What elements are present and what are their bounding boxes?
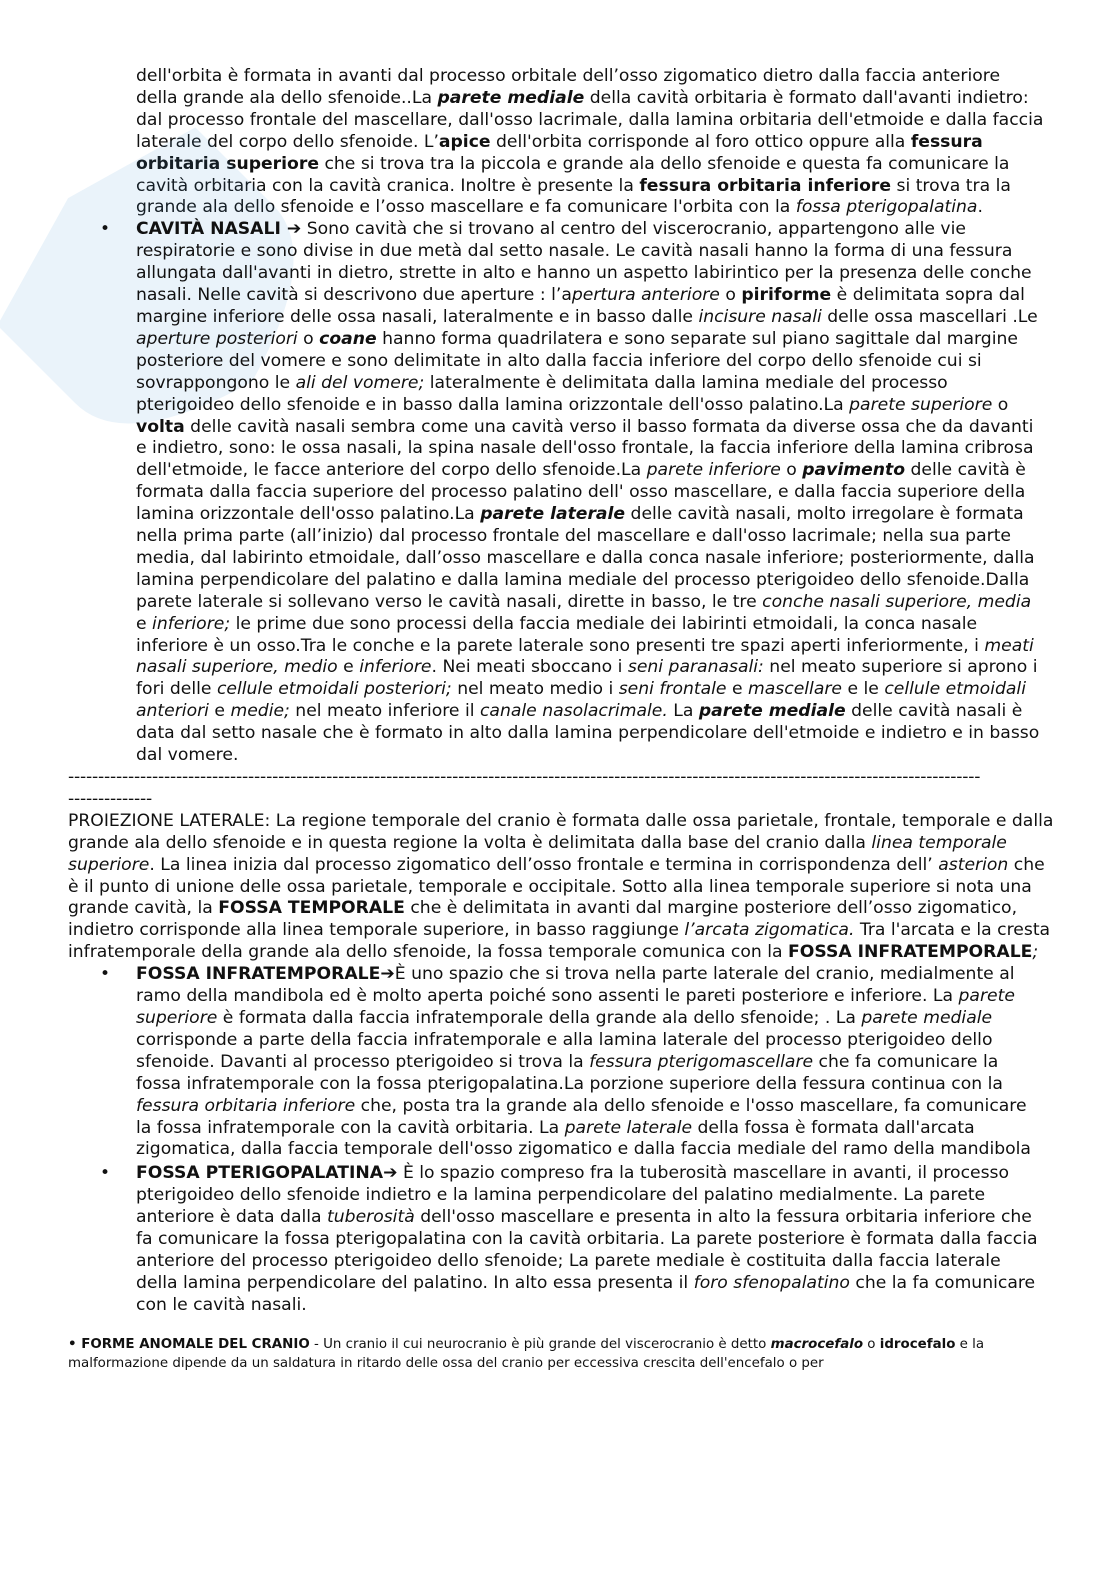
text-run: ; [1032,942,1039,963]
text-run: ➔ [383,1163,398,1184]
text-run: conche nasali superiore, media [762,591,1032,612]
bullet-icon: • [100,219,111,240]
text-run: corrisponde a parte della faccia infratemporale e alla lamina laterale del processo pterigoideo dello sfenoide. Davanti al processo pterigoideo si trova la [136,1029,993,1072]
text-run: delle cavità nasali è data dal setto nasale che è formato in alto dalla lamina perpendicolare dell'etmoide e indietro e in basso dal vomere. [136,701,1040,766]
text-run: fessura orbitaria superiore [136,131,983,174]
text-run: • FORME ANOMALE DEL CRANIO [68,1336,310,1352]
text-run: è delimitata sopra dal margine inferiore delle ossa nasali, lateralmente e in basso dalle [136,285,1025,327]
text-run: La [667,701,699,722]
text-run: coane [319,328,377,349]
text-run: nel meato medio i [451,679,619,700]
text-run: della fossa è formata dall'arcata zigomatica, dalla faccia temporale dell'osso zigomatico e dalla faccia mediale del ramo della mandibola [136,1117,1031,1160]
text-run: della cavità orbitaria è formato dall'avanti indietro: dal processo frontale del mascellare, dall'osso lacrimale, dalla lamina orbitaria dell'etmoide e dalla faccia laterale del corpo dello sfenoide. L’ [136,87,1044,152]
forme-anomale-paragraph [0,1335,1116,1373]
text-run: ➔ [380,964,395,985]
text-run: È lo spazio compreso fra la tuberosità mascellare in avanti, il processo pterigoideo dello sfenoide indietro e la lamina perpendicolare del palatino medialmente. La parete anteriore è data dalla [136,1163,1010,1228]
text-run: FOSSA TEMPORALE [218,898,405,919]
text-run: aperture posteriori [136,328,298,349]
text-run: fessura orbitaria inferiore [136,1095,356,1116]
text-run: fessura pterigomascellare [589,1051,814,1072]
fossa-infratemporale-paragraph [0,964,1116,1161]
text-run: . [977,197,983,218]
text-run: incisure nasali [698,306,822,327]
text-run: macrocefalo [770,1336,864,1352]
text-run: delle cavità nasali, molto irregolare è formata nella prima parte (all’inizio) dal processo frontale del mascellare e dall'osso lacrimale; nella sua parte media, dal labirinto etmoidale, dall’osso mascellare e dalla conca nasale inferiore; posteriormente, dalla lamina perpendicolare del palatino e dalla lamina mediale del processo pterigoideo dello sfenoide.Dalla parete laterale si sollevano verso le cavità nasali, dirette in basso, le tre [136,504,1035,612]
text-run: . La linea inizia dal processo zigomatico dell’osso frontale e termina in corrispondenza dell’ [149,854,939,875]
text-run: parete superiore [849,394,993,415]
text-run: hanno forma quadrilatera e sono separate sul piano sagittale dal margine posteriore del vomere e sono delimitate in alto dalla faccia inferiore del corpo dello sfenoide cui si sovrappongono le [136,328,1018,393]
text-run: meati nasali superiore, medio [136,635,1034,678]
text-run: dell'orbita corrisponde al foro ottico oppure alla [490,131,911,152]
text-run: volta [136,416,185,437]
text-run: o [863,1336,880,1352]
text-run: pertura anteriore [571,285,720,306]
text-run: parete superiore [136,986,1015,1028]
text-run: nel meato inferiore il [289,701,480,722]
text-run: che, posta tra la grande ala dello sfenoide e l'osso mascellare, fa comunicare la fossa infratemporale con la cavità orbitaria. La [136,1095,1027,1138]
text-run: e [136,613,153,634]
orbita-paragraph [0,66,1116,219]
cavita-nasali-paragraph [0,219,1116,767]
text-run: foro sfenopalatino [693,1272,850,1293]
text-run: parete mediale [698,701,846,722]
text-run: piriforme [741,285,832,306]
list-item-fossa-pterigopalatina [0,1163,1116,1316]
text-run: fessura orbitaria inferiore [639,175,892,196]
text-run: seni frontale [618,679,727,700]
text-run: parete laterale [480,504,626,525]
text-run: o [297,328,320,349]
text-run: seni paranasali: [627,657,764,678]
text-run: CAVITÀ NASALI [136,219,287,240]
text-run: parete laterale [564,1117,693,1138]
text-run: e [337,657,360,678]
text-run: che è delimitata in avanti dal margine posteriore dell’osso zigomatico, indietro corrisponde alla linea temporale superiore, in basso raggiunge [68,898,1018,941]
text-run: lateralmente è delimitata dalla lamina mediale del processo pterigoideo dello sfenoide e in basso dalla lamina orizzontale dell'osso palatino.La [136,372,948,415]
text-run: apice [438,131,491,152]
text-run: e [726,679,749,700]
text-run: inferiore [359,657,432,678]
text-run: delle cavità è formata dalla faccia superiore del processo palatino dell' osso mascellare, e dalla faccia superiore della lamina orizzontale dell'osso palatino.La [136,460,1026,525]
text-run: - Un cranio il cui neurocranio è più grande del viscerocranio è detto [309,1336,771,1352]
text-run: o [992,394,1009,415]
text-run: pavimento [802,460,906,481]
text-run: medie; [230,701,290,722]
text-run: si trova tra la grande ala dello sfenoide e l’osso mascellare e fa comunicare l'orbita con la [136,175,1011,218]
bullet-icon: • [100,1163,111,1184]
text-run: tuberosità [327,1207,415,1228]
list-item-cavita-nasali [0,219,1116,767]
text-run: idrocefalo [879,1336,956,1352]
text-run: FOSSA INFRATEMPORALE [788,942,1033,963]
text-run: È uno spazio che si trova nella parte laterale del cranio, medialmente al ramo della mandibola ed è molto aperta poiché sono assenti le pareti posteriore e inferiore. La [136,964,1015,1007]
text-run: che è il punto di unione delle ossa parietale, temporale e occipitale. Sotto alla linea temporale superiore si nota una grande cavità, la [68,854,1045,919]
text-run: parete inferiore [646,460,781,481]
fossa-pterigopalatina-paragraph [0,1163,1116,1316]
text-run: FOSSA INFRATEMPORALE [136,964,381,985]
text-run: le prime due sono processi della faccia mediale dei labirinti etmoidali, la conca nasale inferiore è un osso.Tra le conche e la parete laterale sono presenti tre spazi aperti inferiormente, i [136,613,985,656]
text-run: e le [842,679,885,700]
text-run: . Nei meati sboccano i [431,657,628,678]
text-run: cellule etmoidali posteriori; [216,679,452,700]
text-run: e la malformazione dipende da un saldatura in ritardo delle ossa del cranio per eccessiva crescita dell'encefalo o per [68,1336,985,1371]
text-run: delle ossa mascellari .Le [821,306,1038,327]
text-run: fossa pterigopalatina [795,197,978,218]
text-run: Tra l'arcata e la cresta infratemporale della grande ala dello sfenoide, la fossa temporale comunica con la [68,920,1051,963]
text-run: o [719,285,742,306]
text-run: cellule etmoidali anteriori [136,679,1026,722]
text-run: mascellare [748,679,843,700]
text-run: dell'orbita è formata in avanti dal processo orbitale dell’osso zigomatico dietro dalla faccia anteriore della grande ala dello sfenoide..La [136,66,1001,108]
text-run: che si trova tra la piccola e grande ala dello sfenoide e questa fa comunicare la cavità orbitaria con la cavità cranica. Inoltre è presente la [136,153,1010,196]
text-run: asterion [938,854,1009,875]
text-run: PROIEZIONE LATERALE: La regione temporale del cranio è formata dalle ossa parietale, frontale, temporale e dalla grande ala dello sfenoide e in questa regione la volta è delimitata dalla base del cranio dalla [68,810,1054,853]
text-run: e [208,701,231,722]
text-run: ali del vomere; [295,372,425,393]
text-run: che la fa comunicare con le cavità nasali. [136,1272,1036,1315]
list-item-fossa-infratemporale [0,964,1116,1161]
text-run: delle cavità nasali sembra come una cavità verso il basso formata da diverse ossa che da davanti e indietro, sono: le ossa nasali, la spina nasale dell'osso frontale, la faccia inferiore della lamina cribrosa dell'etmoide, le facce anteriore del corpo dello sfenoide.La [136,416,1034,481]
bullet-icon: • [100,964,111,985]
text-run: Sono cavità che si trovano al centro del viscerocranio, appartengono alle vie respiratorie e sono divise in due metà dal setto nasale. Le cavità nasali hanno la forma di una fessura allungata dall'avanti in dietro, strette in alto e hanno un aspetto labirintico per la presenza delle conche nasali. Nelle cavità si descrivono due aperture : l’a [136,219,1032,306]
text-run: canale nasolacrimale. [479,701,668,722]
text-run: parete mediale [861,1007,993,1028]
text-run: dell'osso mascellare e presenta in alto la fessura orbitaria inferiore che fa comunicare la fossa pterigopalatina con la cavità orbitaria. La parete posteriore è formata dalla faccia anteriore del processo pterigoideo dello sfenoide; La parete mediale è costituita dalla faccia laterale della lamina perpendicolare del palatino. In alto essa presenta il [136,1207,1038,1293]
text-run: è formata dalla faccia infratemporale della grande ala dello sfenoide; . La [217,1007,862,1028]
separator-line: -------------------------------------------------------------------------------------------------------------------------------------------------------- [68,767,981,787]
text-run: parete mediale [437,87,585,108]
proiezione-laterale-paragraph [0,811,1116,964]
text-run: inferiore; [152,613,231,634]
text-run: che fa comunicare la fossa infratemporale con la fossa pterigopalatina.La porzione superiore della fessura continua con la [136,1051,1003,1094]
text-run: linea temporale superiore [68,832,1007,875]
text-run: o [780,460,803,481]
text-run: ➔ [286,219,302,240]
text-run: nel meato superiore si aprono i fori delle [136,657,1038,700]
separator-line-cont: -------------- [68,788,153,809]
text-run: FOSSA PTERIGOPALATINA [136,1163,384,1184]
text-run: l’arcata zigomatica. [684,920,855,941]
